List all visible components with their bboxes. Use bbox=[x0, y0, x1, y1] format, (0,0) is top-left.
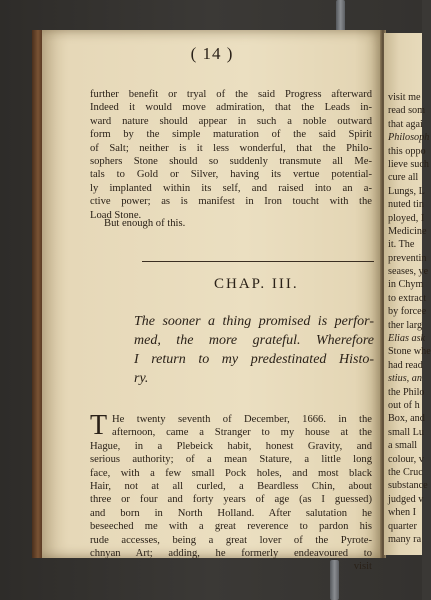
chapter-divider-rule bbox=[142, 261, 374, 262]
text-line: seases, ye bbox=[388, 266, 429, 278]
text-line: beseeched me with a great reverence to pardon his bbox=[90, 521, 372, 533]
text-line: out of h bbox=[388, 399, 420, 411]
text-line: cure all bbox=[388, 172, 419, 184]
text-line: judged v bbox=[388, 493, 424, 505]
text-line: ly implanted within its self, and raised into an a- bbox=[90, 182, 372, 194]
text-line: when I bbox=[388, 507, 417, 519]
page-number: ( 14 ) bbox=[190, 44, 234, 63]
text-line: that agai bbox=[388, 118, 423, 130]
summary-line: I return to my predestinated Histo- bbox=[134, 352, 374, 367]
right-page-text bbox=[388, 91, 431, 546]
text-line: it. The bbox=[388, 239, 415, 251]
text-line: to extract bbox=[388, 292, 427, 304]
text-line: Indeed it would move admiration, that the Leads in- bbox=[90, 102, 372, 114]
page-clip-bottom bbox=[330, 560, 339, 600]
text-line: the Philo bbox=[388, 386, 425, 398]
paragraph-block-1 bbox=[90, 88, 372, 222]
summary-line: ry. bbox=[134, 371, 149, 386]
text-line: lieve such bbox=[388, 158, 430, 170]
text-line: read som bbox=[388, 105, 426, 117]
text-line: a small bbox=[388, 440, 418, 452]
text-line: Load Stone. bbox=[90, 209, 142, 221]
text-line: ployed, I bbox=[388, 212, 425, 224]
text-line: many ra bbox=[388, 533, 422, 545]
text-line: ctive power; as is manifest in Iron toucht with the bbox=[90, 196, 372, 208]
text-line: this oppo bbox=[388, 145, 426, 157]
text-line: sophers Stone should so suddenly transmute all Me- bbox=[90, 155, 372, 167]
text-line: serious authority; of a mean Stature, a little long bbox=[90, 454, 372, 466]
text-line: by forcee bbox=[388, 306, 427, 318]
text-line: ward nature should appear in such a noble outward bbox=[90, 115, 372, 127]
chapter-summary bbox=[134, 312, 374, 388]
text-line: substance bbox=[388, 480, 428, 492]
text-line: form by the simple maturation of the said Spirit bbox=[90, 129, 372, 141]
text-line: He twenty seventh of December, 1666. in the bbox=[112, 414, 372, 425]
text-line: three or four and forty years of age (as I guessed) bbox=[90, 494, 372, 506]
text-line: ther larg bbox=[388, 319, 423, 331]
text-line: afternoon, came a Stranger to my house at the bbox=[112, 427, 372, 439]
chapter-heading: CHAP. III. bbox=[214, 276, 299, 292]
text-line: Lungs, L bbox=[388, 185, 425, 197]
text-line: chnyan Art; adding, he formerly endeavoured to bbox=[90, 547, 372, 559]
text-line: Hair, not at all curled, a Beardless Chin, about bbox=[90, 480, 372, 492]
text-line: stius, an bbox=[388, 373, 422, 385]
left-page bbox=[42, 30, 382, 573]
summary-line: The sooner a thing promised is perfor- bbox=[134, 314, 374, 329]
catchword: visit bbox=[353, 561, 372, 573]
text-line: quarter bbox=[388, 520, 417, 532]
text-line: rude accesses, being a great lover of the Pyrote- bbox=[90, 534, 372, 546]
text-line: preventin bbox=[388, 252, 427, 264]
text-line: Stone whe bbox=[388, 346, 431, 358]
text-line: visit me bbox=[388, 92, 421, 103]
text-line: colour, v bbox=[388, 453, 424, 465]
paragraph-block-2 bbox=[90, 410, 372, 574]
closing-line: But enough of this. bbox=[104, 218, 186, 229]
text-line: Philosoph bbox=[388, 132, 430, 144]
text-line: small Lu bbox=[388, 426, 424, 438]
text-line: further benefit or tryal of the said Progress afterward bbox=[90, 89, 372, 100]
right-page bbox=[384, 33, 431, 555]
text-line: of Salt; neither is it less wonderful, that the Philo- bbox=[90, 142, 372, 154]
text-line: Elias ask bbox=[388, 333, 426, 345]
text-line: Medicine bbox=[388, 225, 427, 237]
summary-line: med, the more grateful. Wherefore bbox=[134, 333, 374, 348]
text-line: nuted tin bbox=[388, 199, 424, 211]
text-line: and born in North Holland. After salutation he bbox=[90, 507, 372, 519]
text-line: Hague, in a Plebeick habit, honest Gravity, and bbox=[90, 440, 372, 452]
book-spine-edge bbox=[32, 30, 42, 558]
text-line: the Cruc bbox=[388, 466, 423, 478]
text-line: in Chym bbox=[388, 279, 424, 291]
text-line: Box, and bbox=[388, 413, 425, 425]
text-line: tals to Gold or Silver, having its vertue potential- bbox=[90, 169, 372, 181]
drop-cap: T bbox=[90, 410, 108, 441]
text-line: face, with a few small Pock holes, and most black bbox=[90, 467, 372, 479]
text-line: had read bbox=[388, 359, 423, 371]
